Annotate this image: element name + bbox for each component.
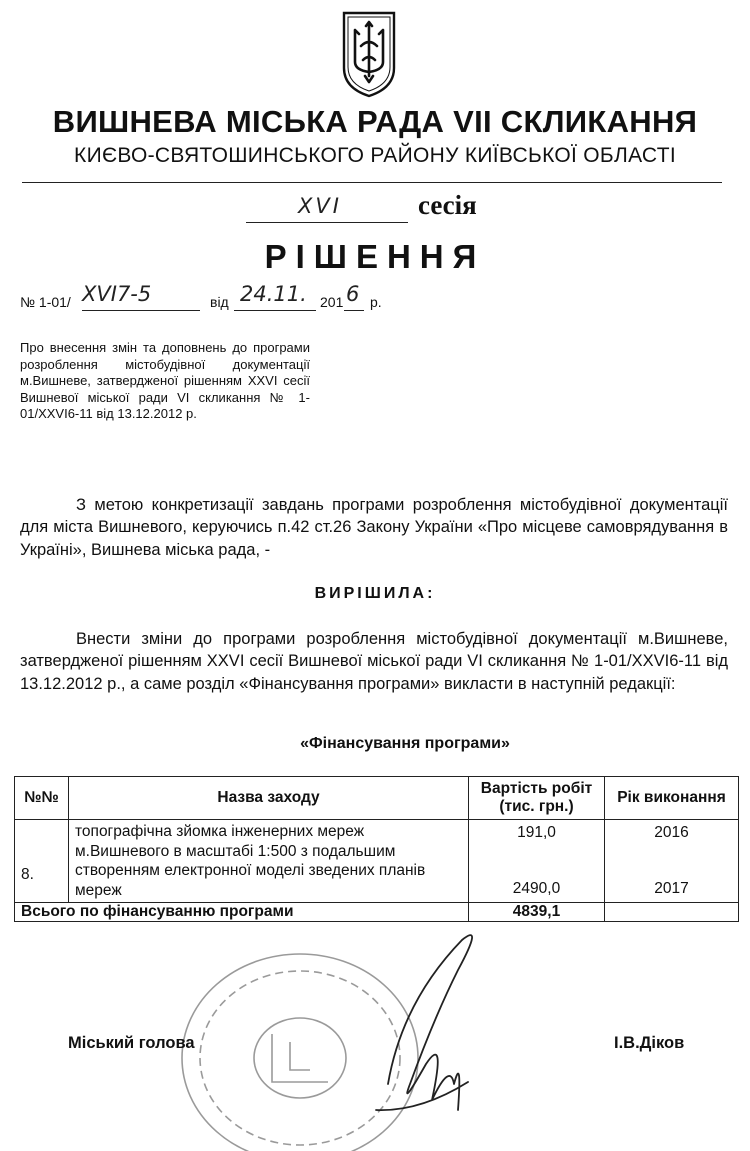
document-number: XVI7-5: [82, 282, 152, 306]
date-label: від: [210, 294, 229, 310]
row-name: топографічна зйомка інженерних мереж м.Вишневого в масштабі 1:500 з подальшим створенням електронної моделі зведених планів мереж: [69, 820, 469, 903]
year-suffix: р.: [370, 294, 382, 310]
resolution-paragraph: Внести зміни до програми розроблення містобудівної документації м.Вишневе, затвердженої рішенням XXVI сесії Вишневої міської ради VI скликання № 1-01/XXVI6-11 від 13.12.2012 р., а саме розділ «Фінансування програми» викласти в наступній редакції:: [20, 630, 728, 693]
date-blank: [234, 310, 316, 311]
session-label: сесія: [418, 190, 477, 220]
year-blank: [344, 310, 364, 311]
section-title: «Фінансування програми»: [300, 735, 510, 752]
document-date: 24.11.: [240, 282, 307, 306]
session-line: [246, 190, 516, 224]
year-prefix: 201: [320, 294, 344, 310]
document-number-line: [20, 282, 440, 310]
row-year-1: 2016: [654, 824, 689, 841]
resolved-heading: ВИРІШИЛА:: [314, 585, 436, 602]
header-year: Рік виконання: [605, 777, 739, 820]
district-name: КИЄВО-СВЯТОШИНСЬКОГО РАЙОНУ КИЇВСЬКОЇ ОБЛАСТІ: [74, 144, 676, 167]
row-years: [605, 820, 739, 903]
number-prefix: № 1-01/: [20, 294, 71, 310]
signatory-name: І.В.Діков: [614, 1034, 685, 1052]
total-value: 4839,1: [469, 903, 605, 922]
table-header-row: [15, 777, 739, 820]
session-number: XVI: [298, 194, 342, 218]
header-number: №№: [15, 777, 69, 820]
header-divider: [22, 182, 722, 183]
number-blank: [82, 310, 200, 311]
funding-table: [14, 776, 739, 922]
header-name: Назва заходу: [69, 777, 469, 820]
year-digit: 6: [346, 282, 360, 306]
decision-subject: Про внесення змін та доповнень до програми розроблення містобудівної документації м.Вишневе, затвердженої рішенням XXVI сесії Вишневої міської ради VI скликання № 1-01/XXVI6-11 від 13.12.2012 р.: [20, 340, 310, 422]
signatory-title: Міський голова: [68, 1034, 195, 1052]
document-title: РІШЕННЯ: [264, 238, 486, 275]
row-number: 8.: [15, 820, 69, 903]
header-cost: Вартість робіт (тис. грн.): [469, 777, 605, 820]
council-name: ВИШНЕВА МІСЬКА РАДА VII СКЛИКАННЯ: [52, 104, 698, 139]
row-cost-2: 2490,0: [512, 880, 561, 897]
row-cost-1: 191,0: [517, 824, 556, 841]
preamble-paragraph: З метою конкретизації завдань програми розроблення містобудівної документації для міста Вишневого, керуючись п.42 ст.26 Закону України «Про місцеве самоврядування в Україні», Вишнева міська рада, -: [20, 496, 728, 559]
table-row: [15, 820, 739, 903]
total-empty-cell: [605, 903, 739, 922]
trident-coat-of-arms-icon: [341, 10, 397, 98]
total-label: Всього по фінансуванню програми: [15, 903, 469, 922]
row-year-2: 2017: [654, 880, 689, 897]
row-costs: [469, 820, 605, 903]
handwritten-signature: [350, 914, 490, 1124]
